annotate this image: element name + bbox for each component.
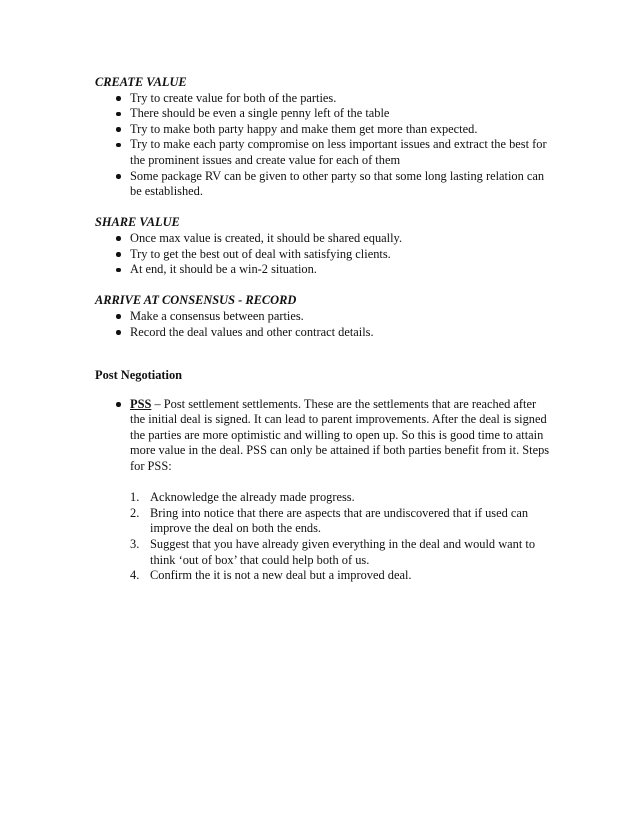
list-item: 3. Suggest that you have already given everything in the deal and would want to think ‘out of box’ that could help both of us.	[130, 537, 536, 567]
list-item: 1. Acknowledge the already made progress.	[130, 490, 355, 505]
list-item: Try to create value for both of the parties.	[95, 91, 550, 107]
pss-paragraph	[130, 397, 550, 475]
bullet-icon	[116, 330, 121, 335]
bullet-icon	[116, 112, 121, 117]
pss-description: – Post settlement settlements. These are the settlements that are reached after the initial deal is signed. It can lead to parent improvements. After the deal is signed the parties are more optimistic and willing to open up. So this is good time to attain more value in the deal. PSS can only be attained if both parties benefit from it. Steps for PSS:	[130, 396, 550, 474]
arrive-consensus-list	[95, 309, 550, 340]
list-item: Try to get the best out of deal with satisfying clients.	[95, 247, 550, 263]
list-item: Make a consensus between parties.	[95, 309, 550, 325]
list-item: Try to make each party compromise on less important issues and extract the best for the prominent issues and create value for each of them	[95, 137, 550, 168]
document-content	[95, 75, 550, 584]
post-negotiation-heading: Post Negotiation	[95, 368, 183, 383]
list-item: Record the deal values and other contract details.	[95, 325, 550, 341]
list-item: There should be even a single penny left of the table	[95, 106, 550, 122]
bullet-icon	[116, 127, 121, 132]
create-value-list	[95, 91, 550, 200]
share-value-heading: SHARE VALUE	[95, 215, 180, 230]
pss-term: PSS	[130, 396, 152, 411]
pss-steps-list	[130, 490, 550, 584]
bullet-icon	[116, 252, 121, 257]
bullet-icon	[116, 268, 121, 273]
bullet-icon	[116, 236, 121, 241]
share-value-list	[95, 231, 550, 278]
list-item: 2. Bring into notice that there are aspects that are undiscovered that if used can improve the deal on both the ends.	[130, 505, 529, 536]
bullet-icon	[116, 143, 121, 148]
bullet-icon	[116, 174, 121, 179]
list-item: Some package RV can be given to other party so that some long lasting relation can be established.	[95, 169, 550, 200]
bullet-icon	[116, 314, 121, 319]
list-item: 4. Confirm the it is not a new deal but a improved deal.	[130, 568, 412, 583]
bullet-icon	[116, 402, 121, 407]
list-item: At end, it should be a win-2 situation.	[95, 262, 550, 278]
list-item: Once max value is created, it should be shared equally.	[95, 231, 550, 247]
arrive-consensus-heading: ARRIVE AT CONSENSUS - RECORD	[95, 293, 297, 308]
bullet-icon	[116, 96, 121, 101]
create-value-heading: CREATE VALUE	[95, 75, 187, 89]
list-item: Try to make both party happy and make them get more than expected.	[95, 122, 550, 138]
pss-section	[95, 397, 550, 584]
